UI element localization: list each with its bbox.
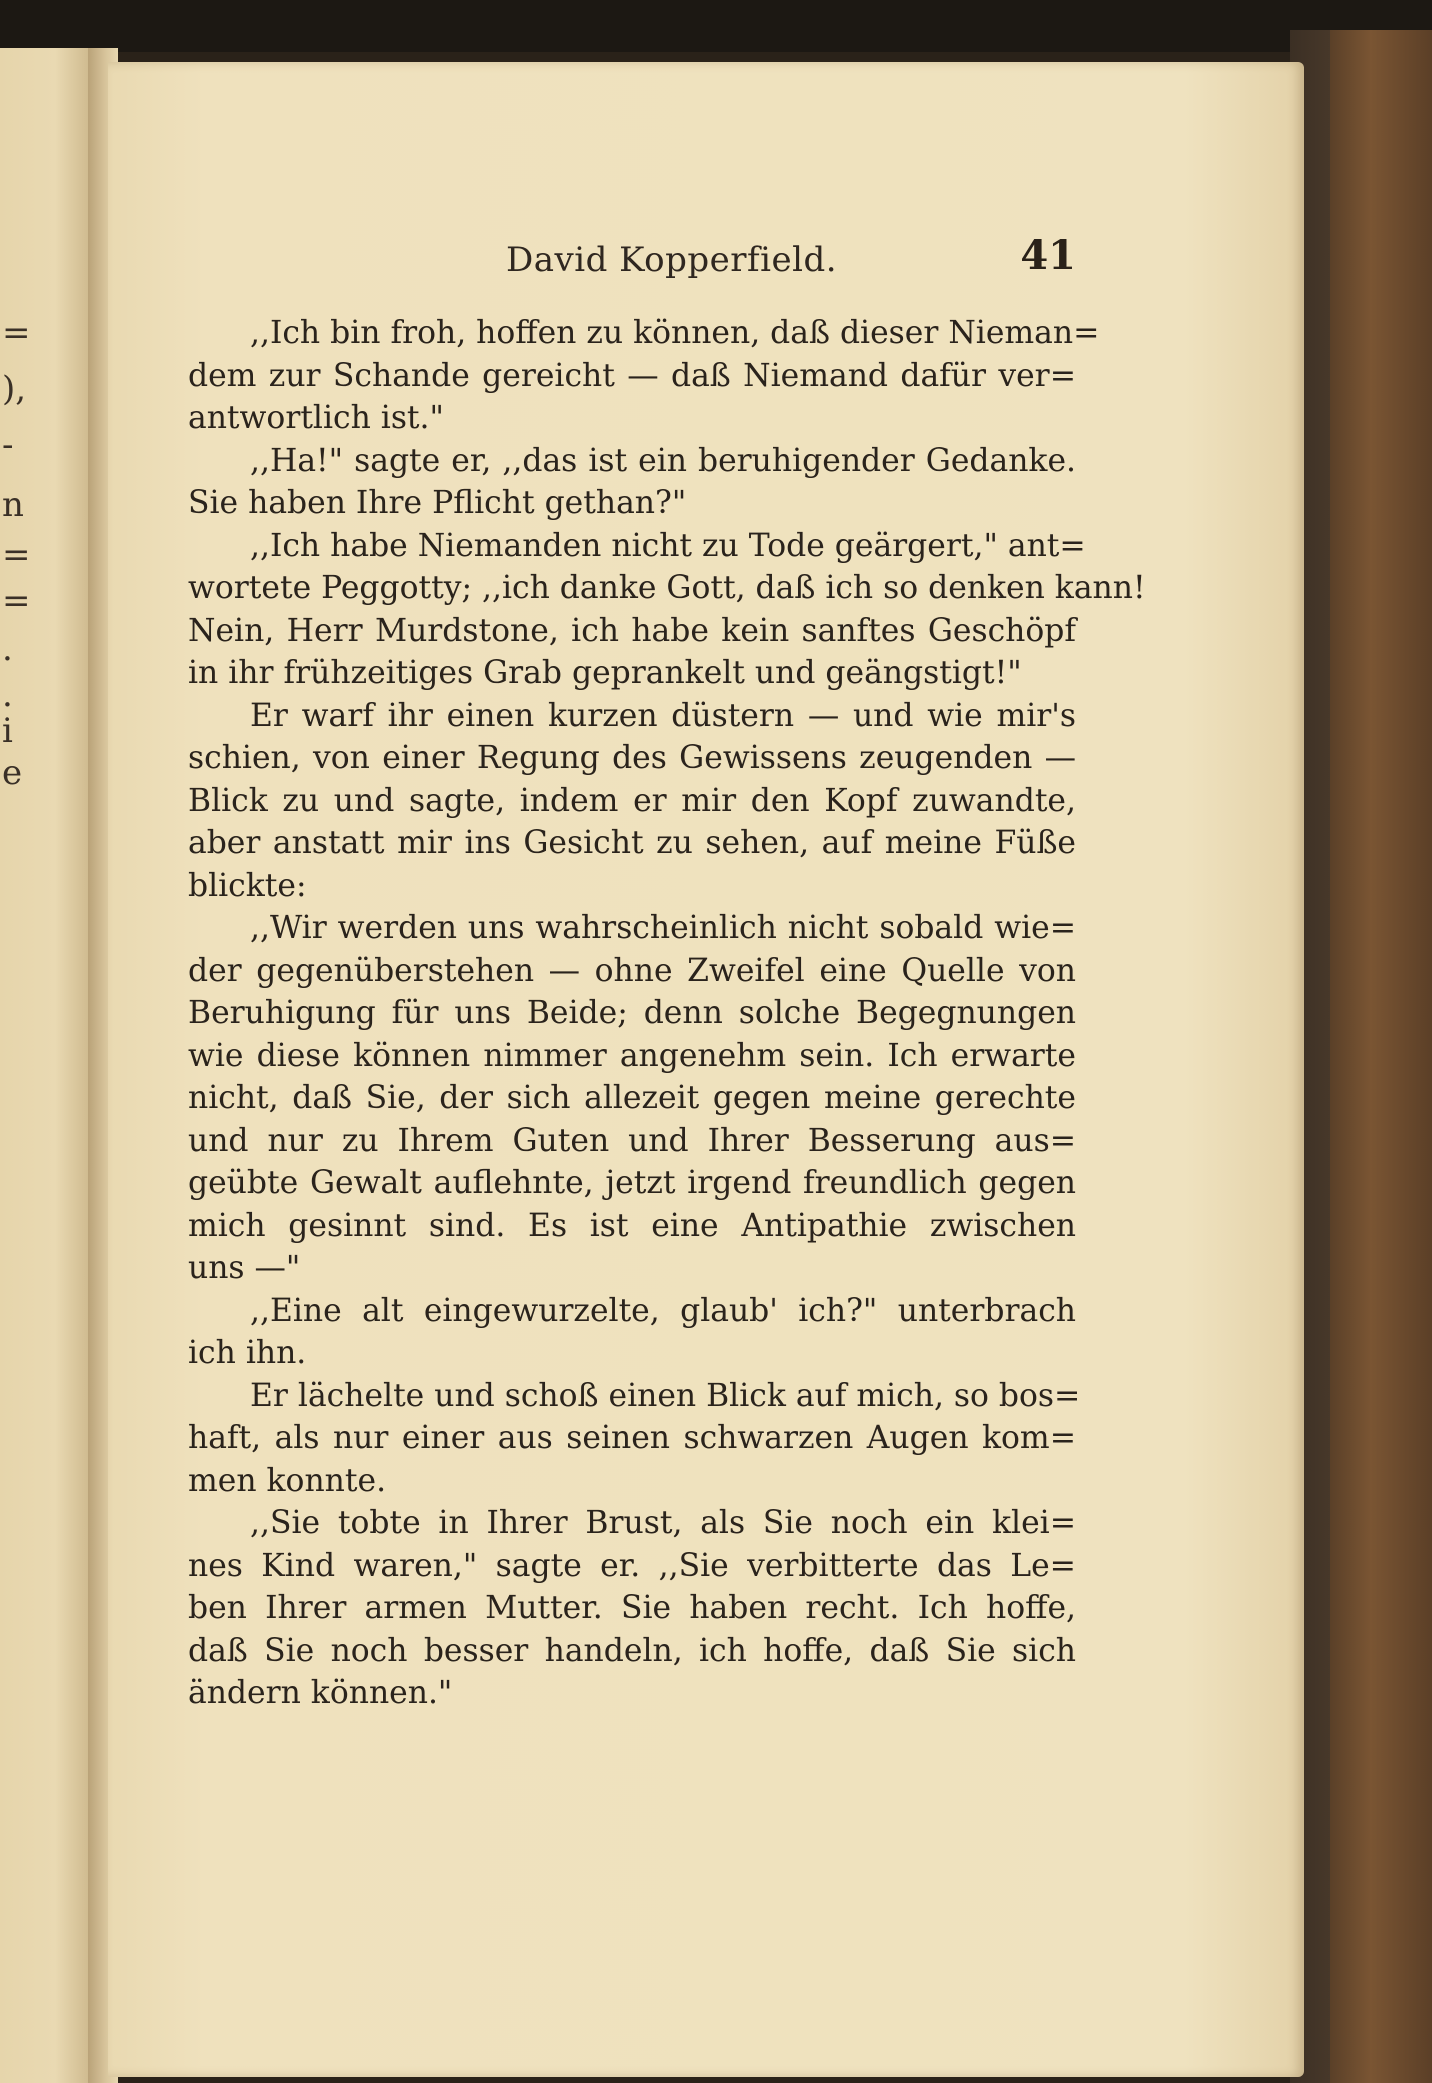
- text-line: nes Kind waren," sagte er. ,,Sie verbitterte das Le=: [188, 1547, 1076, 1584]
- text-line: ,,Eine alt eingewurzelte, glaub' ich?" unterbrach: [250, 1292, 1076, 1329]
- text-line: Beruhigung für uns Beide; denn solche Begegnungen: [188, 995, 1076, 1031]
- text-line: men konnte.: [188, 1462, 387, 1499]
- text-line: ben Ihrer armen Mutter. Sie haben recht. Ich hoffe,: [188, 1590, 1076, 1626]
- text-line: blickte:: [188, 867, 307, 904]
- book-cover-leather: [1330, 30, 1432, 2083]
- page-number: 41: [1020, 232, 1076, 279]
- text-line: mich gesinnt sind. Es ist eine Antipathie zwischen: [188, 1207, 1076, 1244]
- facing-page-fragment: ),: [2, 369, 27, 409]
- facing-page-fragment: =: [2, 581, 31, 621]
- text-line: Nein, Herr Murdstone, ich habe kein sanftes Geschöpf: [188, 612, 1076, 649]
- paragraph: [188, 525, 1146, 695]
- body-text: [188, 312, 1146, 1715]
- paragraph: [188, 907, 1076, 1290]
- text-line: Blick zu und sagte, indem er mir den Kopf zuwandte,: [188, 782, 1076, 819]
- paragraph: [188, 440, 1076, 525]
- text-line: ,,Ha!" sagte er, ,,das ist ein beruhigender Gedanke.: [250, 442, 1076, 479]
- paragraph: [188, 1502, 1076, 1715]
- facing-page-edge: [0, 48, 92, 2083]
- text-line: Sie haben Ihre Pflicht gethan?": [188, 485, 687, 521]
- text-line: Er lächelte und schoß einen Blick auf mich, so bos=: [250, 1377, 1081, 1414]
- text-line: der gegenüberstehen — ohne Zweifel eine Quelle von: [188, 952, 1076, 989]
- facing-page-fragment: .: [2, 629, 13, 669]
- facing-page-fragment: =: [2, 535, 31, 575]
- facing-page-fragment: e: [2, 753, 23, 793]
- text-line: Er warf ihr einen kurzen düstern — und wie mir's: [250, 697, 1076, 734]
- text-line: und nur zu Ihrem Guten und Ihrer Besserung aus=: [188, 1122, 1076, 1159]
- text-line: ich ihn.: [188, 1335, 307, 1371]
- text-line: ,,Ich habe Niemanden nicht zu Tode geärgert," ant=: [250, 527, 1086, 564]
- paragraph: [188, 1290, 1076, 1375]
- background-top: [0, 0, 1432, 52]
- text-line: antwortlich ist.": [188, 400, 444, 436]
- facing-page-fragment: .: [2, 675, 13, 715]
- text-line: dem zur Schande gereicht — daß Niemand dafür ver=: [188, 357, 1076, 394]
- facing-page-fragment: i: [2, 711, 13, 751]
- text-line: in ihr frühzeitiges Grab geprankelt und geängstigt!": [188, 655, 1022, 691]
- facing-page-fragment: n: [2, 485, 24, 525]
- text-line: wortete Peggotty; ,,ich danke Gott, daß ich so denken kann!: [188, 570, 1146, 606]
- text-line: ,,Wir werden uns wahrscheinlich nicht sobald wie=: [250, 910, 1076, 946]
- text-line: ,,Sie tobte in Ihrer Brust, als Sie noch ein klei=: [250, 1505, 1076, 1541]
- facing-page-fragment: =: [2, 313, 31, 353]
- text-line: daß Sie noch besser handeln, ich hoffe, daß Sie sich: [188, 1632, 1076, 1669]
- text-line: schien, von einer Regung des Gewissens zeugenden —: [188, 740, 1076, 776]
- page-header: [506, 232, 1076, 292]
- text-line: haft, als nur einer aus seinen schwarzen Augen kom=: [188, 1420, 1076, 1456]
- text-line: geübte Gewalt auflehnte, jetzt irgend freundlich gegen: [188, 1165, 1076, 1201]
- paragraph: [188, 1375, 1081, 1503]
- paragraph: [188, 312, 1100, 440]
- text-line: nicht, daß Sie, der sich allezeit gegen meine gerechte: [188, 1080, 1076, 1116]
- text-line: ändern können.": [188, 1675, 453, 1711]
- paragraph: [188, 695, 1076, 908]
- text-line: uns —": [188, 1250, 301, 1286]
- running-title: David Kopperfield.: [506, 240, 838, 280]
- text-line: aber anstatt mir ins Gesicht zu sehen, auf meine Füße: [188, 825, 1076, 861]
- text-line: ,,Ich bin froh, hoffen zu können, daß dieser Nieman=: [250, 315, 1100, 351]
- text-line: wie diese können nimmer angenehm sein. Ich erwarte: [188, 1037, 1076, 1074]
- facing-page-fragment: -: [2, 425, 14, 465]
